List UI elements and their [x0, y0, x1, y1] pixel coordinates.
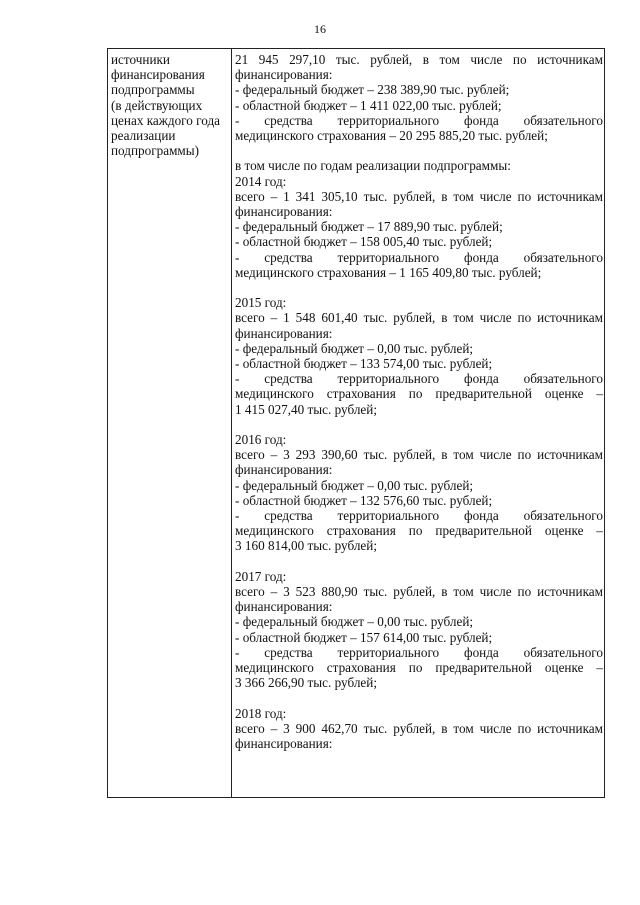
federal-budget-2016: - федеральный бюджет – 0,00 тыс. рублей; — [235, 477, 474, 493]
fund-amount-2014: медицинского страхования – 1 165 409,80 тыс. рублей; — [235, 264, 542, 280]
fund-amount-2015: 1 415 027,40 тыс. рублей; — [235, 401, 377, 417]
year-heading-2016: 2016 год: — [235, 432, 287, 448]
fund-estimate-2017: медицинского страхования по предварительной оценке – — [235, 660, 603, 676]
row-label-line: реализации — [111, 128, 176, 144]
total-2015: всего – 1 548 601,40 тыс. рублей, в том числе по источникам — [235, 310, 603, 326]
federal-budget-2015: - федеральный бюджет – 0,00 тыс. рублей; — [235, 340, 474, 356]
row-label-line: источники — [111, 52, 170, 67]
fund-estimate-2016: медицинского страхования по предварительной оценке – — [235, 523, 603, 539]
row-label-cell — [111, 52, 228, 158]
regional-budget-2017: - областной бюджет – 157 614,00 тыс. рублей; — [235, 629, 493, 645]
year-heading-2018: 2018 год: — [235, 705, 287, 721]
funding-details-cell — [235, 52, 603, 751]
total-regional-budget: - областной бюджет – 1 411 022,00 тыс. рублей; — [235, 97, 502, 113]
fund-amount-2017: 3 366 266,90 тыс. рублей; — [235, 675, 377, 691]
column-divider — [231, 49, 232, 797]
total-sources-label: финансирования: — [235, 67, 333, 83]
fund-line-2014: - средства территориального фонда обязательного — [235, 249, 603, 265]
fund-estimate-2015: медицинского страхования по предварительной оценке – — [235, 386, 603, 402]
total-2018: всего – 3 900 462,70 тыс. рублей, в том числе по источникам — [235, 720, 603, 736]
sources-label-2017: финансирования: — [235, 599, 333, 615]
fund-amount-2016: 3 160 814,00 тыс. рублей; — [235, 538, 377, 554]
page-number: 16 — [314, 22, 326, 36]
regional-budget-2016: - областной бюджет – 132 576,60 тыс. рублей; — [235, 492, 493, 508]
total-federal-budget: - федеральный бюджет – 238 389,90 тыс. рублей; — [235, 82, 510, 98]
year-heading-2014: 2014 год: — [235, 173, 287, 189]
year-heading-2017: 2017 год: — [235, 568, 287, 584]
total-2017: всего – 3 523 880,90 тыс. рублей, в том числе по источникам — [235, 584, 603, 600]
row-label-line: финансирования — [111, 67, 205, 83]
sources-label-2015: финансирования: — [235, 325, 333, 341]
total-2014: всего – 1 341 305,10 тыс. рублей, в том числе по источникам — [235, 188, 603, 204]
fund-line-2017: - средства территориального фонда обязательного — [235, 644, 603, 660]
federal-budget-2014: - федеральный бюджет – 17 889,90 тыс. рублей; — [235, 219, 503, 235]
row-label-line: ценах каждого года — [111, 112, 221, 128]
total-amount-line: 21 945 297,10 тыс. рублей, в том числе по источникам — [235, 52, 603, 67]
federal-budget-2017: - федеральный бюджет – 0,00 тыс. рублей; — [235, 614, 474, 630]
funding-table — [107, 48, 605, 798]
row-label-line: подпрограммы — [111, 82, 195, 98]
sources-label-2014: финансирования: — [235, 204, 333, 220]
row-label-line: (в действующих — [111, 97, 203, 113]
sources-label-2018: финансирования: — [235, 736, 333, 752]
sources-label-2016: финансирования: — [235, 462, 333, 478]
fund-line-2016: - средства территориального фонда обязательного — [235, 508, 603, 524]
by-years-heading: в том числе по годам реализации подпрограммы: — [235, 158, 511, 174]
fund-line-2015: - средства территориального фонда обязательного — [235, 371, 603, 387]
total-2016: всего – 3 293 390,60 тыс. рублей, в том числе по источникам — [235, 447, 603, 463]
total-fund-line: - средства территориального фонда обязательного — [235, 112, 603, 128]
row-label-line: подпрограммы) — [111, 143, 200, 159]
year-heading-2015: 2015 год: — [235, 295, 287, 311]
regional-budget-2015: - областной бюджет – 133 574,00 тыс. рублей; — [235, 356, 493, 372]
regional-budget-2014: - областной бюджет – 158 005,40 тыс. рублей; — [235, 234, 493, 250]
total-fund-amount: медицинского страхования – 20 295 885,20 тыс. рублей; — [235, 128, 548, 144]
